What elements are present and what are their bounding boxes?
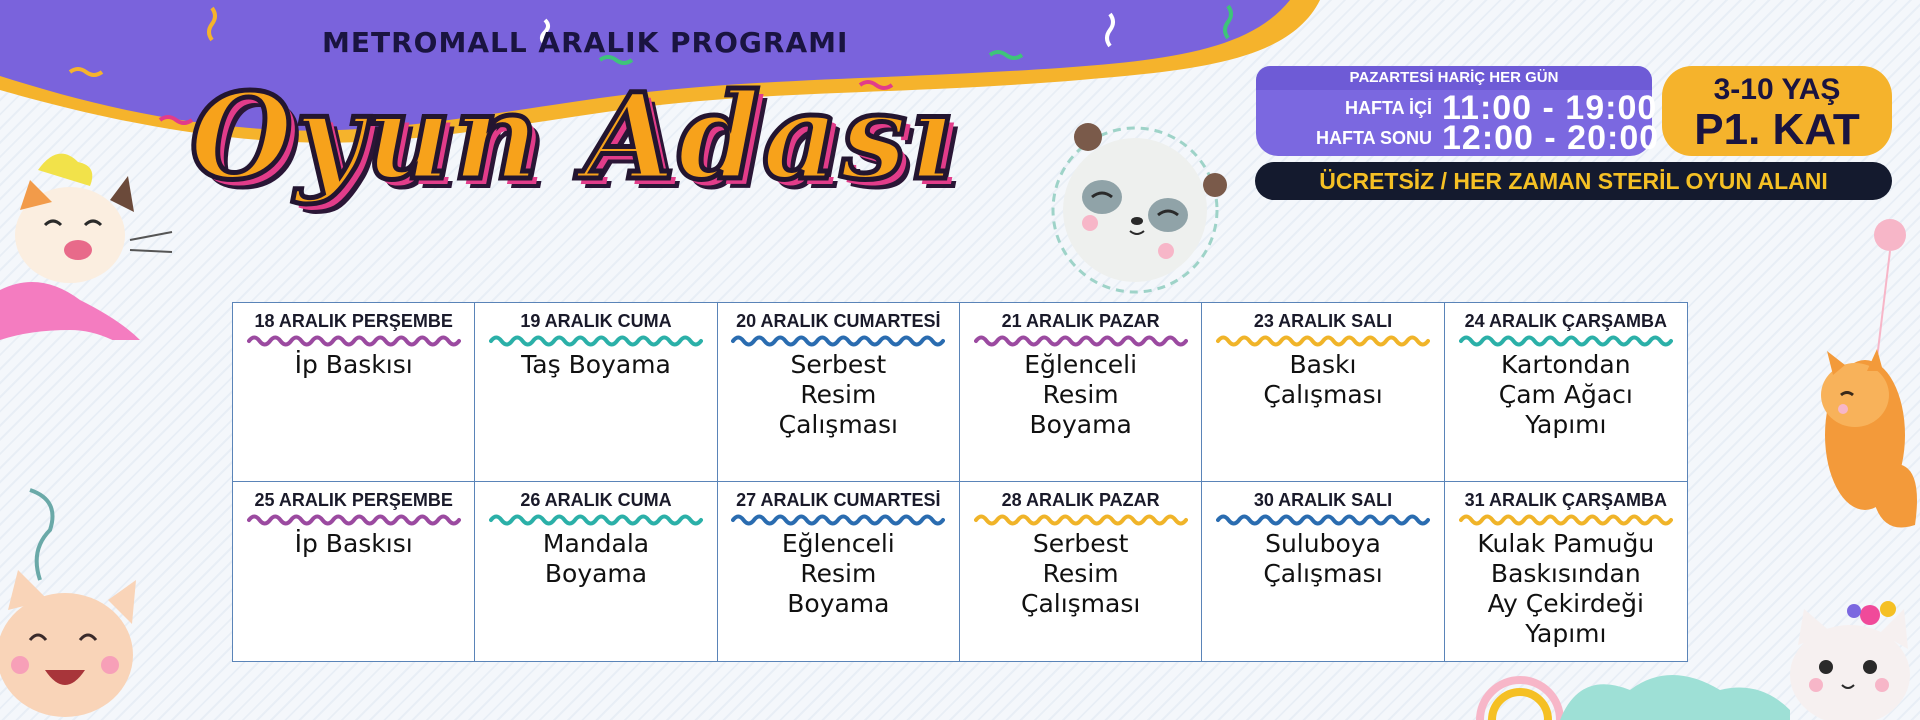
wavy-divider [1459, 334, 1673, 348]
wavy-divider [974, 334, 1188, 348]
schedule-activity: Taş Boyama [521, 350, 671, 379]
schedule-activity: Kulak Pamuğu Baskısından Ay Çekirdeği Yapımı [1477, 529, 1655, 648]
schedule-cell [960, 482, 1202, 661]
schedule-cell [233, 482, 475, 661]
wavy-divider [731, 334, 945, 348]
schedule-cell [475, 303, 717, 482]
schedule-activity: Mandala Boyama [542, 529, 650, 588]
weekday-label: HAFTA İÇİ [1345, 98, 1432, 118]
cat-with-flowers-icon [1770, 585, 1920, 720]
wavy-divider [1216, 513, 1430, 527]
schedule-activity: Baskı Çalışması [1263, 350, 1383, 409]
cat-with-ice-cream-icon [0, 140, 175, 340]
schedule-activity: Suluboya Çalışması [1263, 529, 1383, 588]
logo-text: Oyun Adası [190, 67, 956, 206]
schedule-date: 24 ARALIK ÇARŞAMBA [1464, 311, 1667, 331]
schedule-date: 23 ARALIK SALI [1253, 311, 1393, 331]
floor-label: P1. KAT [1694, 105, 1860, 154]
age-range: 3-10 YAŞ [1713, 73, 1841, 106]
program-title: METROMALL ARALIK PROGRAMI [322, 26, 849, 59]
schedule-activity: Serbest Resim Çalışması [778, 350, 898, 439]
schedule-cell [718, 303, 960, 482]
schedule-date: 18 ARALIK PERŞEMBE [254, 311, 453, 331]
schedule-cell [718, 482, 960, 661]
wavy-divider [489, 513, 703, 527]
squirrel-icon [1805, 215, 1920, 535]
schedule-date: 27 ARALIK CUMARTESİ [736, 490, 941, 510]
cat-face-bottom-left-icon [0, 480, 160, 720]
schedule-date: 25 ARALIK PERŞEMBE [254, 490, 453, 510]
wavy-divider [247, 334, 461, 348]
wavy-divider [974, 513, 1188, 527]
schedule-date: 30 ARALIK SALI [1253, 490, 1393, 510]
schedule-cell [1202, 303, 1444, 482]
age-floor-badge [1662, 66, 1892, 156]
wavy-divider [731, 513, 945, 527]
weekday-hours: 11:00 - 19:00 [1442, 89, 1658, 127]
wavy-divider [1216, 334, 1430, 348]
schedule-activity: İp Baskısı [294, 529, 413, 558]
schedule-date: 31 ARALIK ÇARŞAMBA [1464, 490, 1667, 510]
weekend-label: HAFTA SONU [1316, 128, 1432, 148]
panda-icon [1040, 115, 1230, 295]
schedule-cell [233, 303, 475, 482]
schedule-grid [232, 302, 1688, 662]
schedule-cell [1202, 482, 1444, 661]
wavy-divider [1459, 513, 1673, 527]
schedule-cell [475, 482, 717, 661]
schedule-cell [1445, 482, 1687, 661]
schedule-activity: Eğlenceli Resim Boyama [781, 529, 895, 618]
schedule-cell [1445, 303, 1687, 482]
schedule-activity: İp Baskısı [294, 350, 413, 379]
days-label: PAZARTESİ HARİÇ HER GÜN [1256, 66, 1652, 90]
schedule-date: 28 ARALIK PAZAR [1001, 490, 1160, 510]
schedule-activity: Eğlenceli Resim Boyama [1024, 350, 1138, 439]
schedule-date: 20 ARALIK CUMARTESİ [736, 311, 941, 331]
weekend-hours-row [1256, 119, 1660, 157]
schedule-date: 26 ARALIK CUMA [520, 490, 672, 510]
wavy-divider [489, 334, 703, 348]
weekend-hours: 12:00 - 20:00 [1442, 119, 1660, 157]
oyun-adasi-logo [190, 62, 990, 242]
schedule-cell [960, 303, 1202, 482]
wavy-divider [247, 513, 461, 527]
schedule-date: 21 ARALIK PAZAR [1001, 311, 1160, 331]
schedule-activity: Serbest Resim Çalışması [1020, 529, 1141, 618]
free-note-banner: ÜCRETSİZ / HER ZAMAN STERİL OYUN ALANI [1255, 162, 1892, 200]
schedule-date: 19 ARALIK CUMA [520, 311, 672, 331]
opening-hours-panel [1256, 89, 1660, 157]
schedule-activity: Kartondan Çam Ağacı Yapımı [1498, 350, 1633, 439]
